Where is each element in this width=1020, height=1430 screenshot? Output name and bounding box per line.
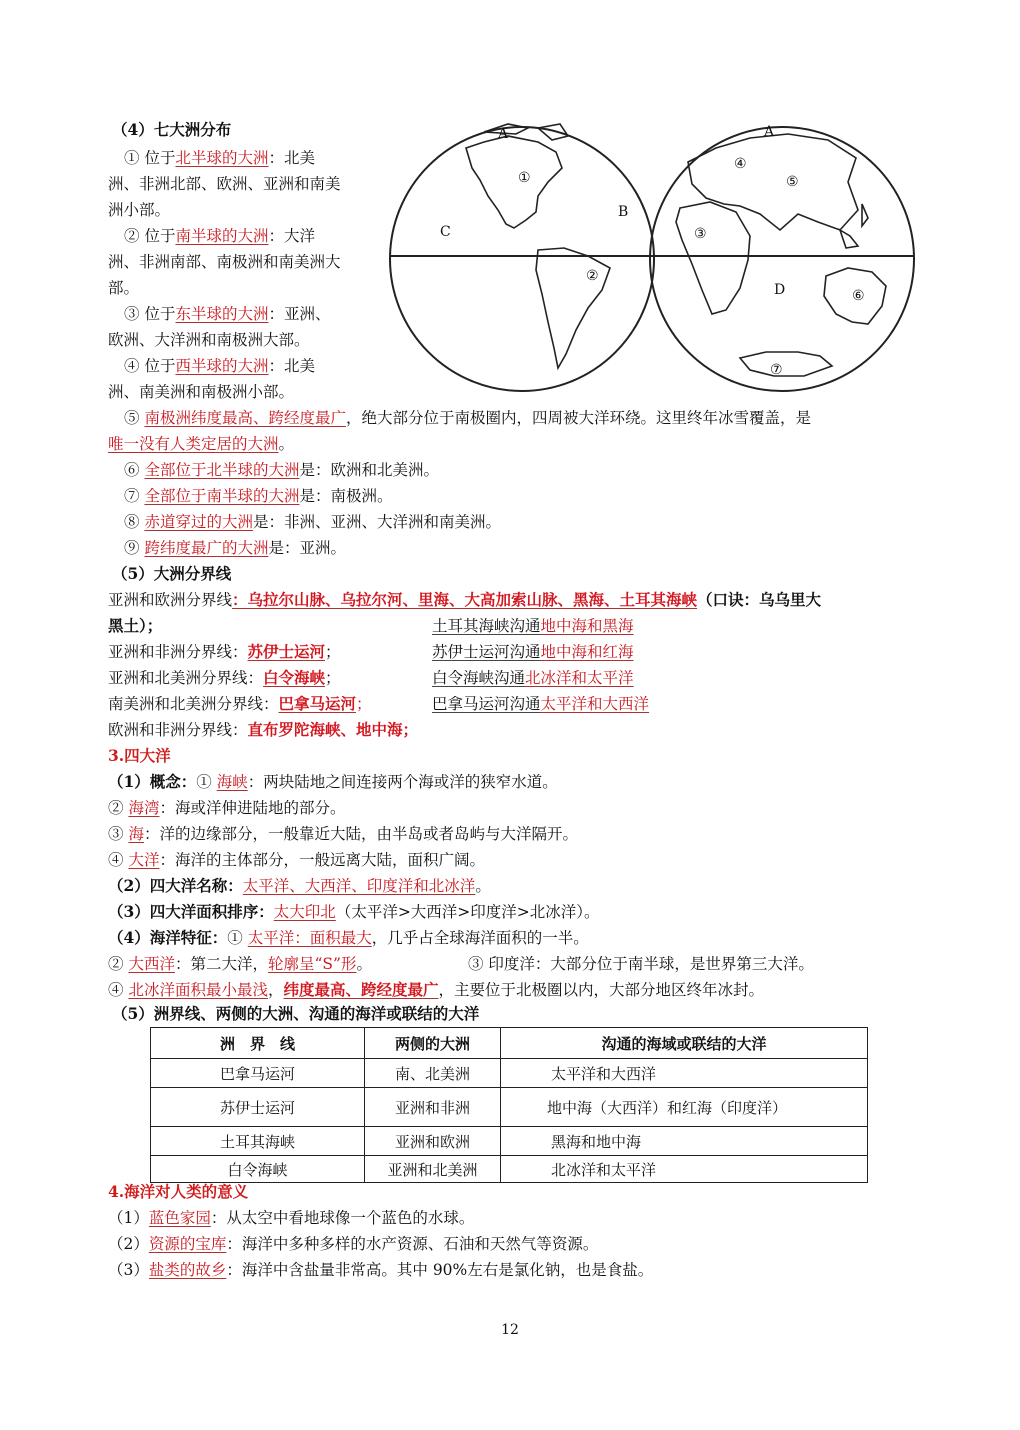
significance-2: （2）资源的宝库：海洋中多种多样的水产资源、石油和天然气等资源。	[108, 1235, 599, 1253]
item-3-line1: ③ 位于东半球的大洲：亚洲、	[124, 305, 331, 323]
item-9: ⑨ 跨纬度最广的大洲是：亚洲。	[124, 539, 346, 557]
item-7: ⑦ 全部位于南半球的大洲是：南极洲。	[124, 487, 393, 505]
table-cell: 太平洋和大西洋	[501, 1059, 868, 1088]
globe-label-1: ①	[518, 170, 531, 186]
globe-label-3: ③	[694, 226, 707, 242]
globe-label-5: ⑤	[786, 174, 799, 190]
connect-panama: 巴拿马运河沟通太平洋和大西洋	[432, 695, 650, 713]
table-heading: （5）洲界线、两侧的大洲、沟通的海洋或联结的大洋	[112, 1004, 480, 1023]
table-cell: 南、北美洲	[365, 1059, 501, 1088]
boundary-asia-namerica: 亚洲和北美洲分界线：白令海峡；	[108, 668, 341, 687]
boundary-asia-europe-cont: 黑土）；	[108, 616, 163, 635]
section-5-title: （5）大洲分界线	[112, 564, 232, 583]
item-1-line1: ① 位于北半球的大洲：北美	[124, 149, 315, 167]
globe-label-a-east: A	[764, 124, 775, 140]
page-number: 12	[501, 1322, 519, 1338]
table-header: 两侧的大洲	[365, 1028, 501, 1059]
section-oceans-title: 3.四大洋	[108, 746, 171, 765]
boundary-asia-africa: 亚洲和非洲分界线：苏伊士运河；	[108, 642, 341, 661]
item-4-line1: ④ 位于西半球的大洲：北美	[124, 357, 315, 375]
section-4-title: （4）七大洲分布	[112, 120, 232, 139]
ocean-features-atlantic: ② 大西洋：第二大洋，轮廓呈“S”形。	[108, 955, 372, 973]
globe-label-6: ⑥	[852, 288, 865, 304]
connect-turkish-straits: 土耳其海峡沟通地中海和黑海	[432, 617, 634, 635]
item-5-line2: 唯一没有人类定居的大洲。	[108, 435, 295, 453]
table-cell: 北冰洋和太平洋	[501, 1156, 868, 1183]
item-5-line1: ⑤ 南极洲纬度最高、跨经度最广，绝大部分位于南极圈内，四周被大洋环绕。这里终年冰雪覆盖，是	[124, 409, 811, 427]
table-header: 洲 界 线	[151, 1028, 365, 1059]
western-hemisphere-circle	[390, 127, 654, 391]
table-header: 沟通的海域或联结的大洋	[501, 1028, 868, 1059]
concept-sea: ③ 海：洋的边缘部分，一般靠近大陆，由半岛或者岛屿与大洋隔开。	[108, 825, 578, 843]
item-3-line2: 欧洲、大洋洲和南极洲大部。	[108, 331, 310, 349]
table-row	[151, 1156, 868, 1183]
boundary-table	[150, 1027, 868, 1183]
globe-label-d: D	[774, 282, 786, 298]
table-row	[151, 1127, 868, 1156]
table-header-row	[151, 1028, 868, 1059]
world-hemispheres-map	[388, 118, 918, 400]
connect-suez: 苏伊士运河沟通地中海和红海	[432, 643, 634, 661]
globe-label-2: ②	[586, 268, 599, 284]
significance-1: （1）蓝色家园：从太空中看地球像一个蓝色的水球。	[108, 1209, 475, 1227]
item-1-line3: 洲小部。	[108, 201, 171, 219]
connect-bering: 白令海峡沟通北冰洋和太平洋	[432, 669, 634, 687]
ocean-features-indian: ③ 印度洋：大部分位于南半球，是世界第三大洋。	[468, 955, 814, 973]
boundary-samerica-namerica: 南美洲和北美洲分界线：巴拿马运河；	[108, 694, 372, 713]
item-8: ⑧ 赤道穿过的大洲是：非洲、亚洲、大洋洲和南美洲。	[124, 513, 501, 531]
table-row	[151, 1059, 868, 1088]
boundary-asia-europe: 亚洲和欧洲分界线：乌拉尔山脉、乌拉尔河、里海、大高加索山脉、黑海、土耳其海峡（口诀：乌乌里大	[108, 590, 822, 609]
table-cell: 巴拿马运河	[151, 1059, 365, 1088]
table-cell: 地中海（大西洋）和红海（印度洋）	[501, 1088, 868, 1127]
item-2-line2: 洲、非洲南部、南极洲和南美洲大	[108, 253, 341, 271]
globe-label-4: ④	[734, 156, 747, 172]
ocean-features-pacific: （4）海洋特征：① 太平洋：面积最大，几乎占全球海洋面积的一半。	[108, 928, 589, 947]
table-cell: 黑海和地中海	[501, 1127, 868, 1156]
table-cell: 亚洲和北美洲	[365, 1156, 501, 1183]
section-significance-title: 4.海洋对人类的意义	[108, 1182, 249, 1201]
table-cell: 白令海峡	[151, 1156, 365, 1183]
globe-label-7: ⑦	[770, 362, 783, 378]
globe-label-b: B	[618, 204, 629, 220]
item-6: ⑥ 全部位于北半球的大洲是：欧洲和北美洲。	[124, 461, 439, 479]
item-2-line1: ② 位于南半球的大洲：大洋	[124, 227, 315, 245]
table-cell: 亚洲和非洲	[365, 1088, 501, 1127]
ocean-names: （2）四大洋名称：太平洋、大西洋、印度洋和北冰洋。	[108, 876, 491, 895]
item-2-line3: 部。	[108, 279, 140, 297]
globe-label-c: C	[440, 224, 451, 240]
concept-bay: ② 海湾：海或洋伸进陆地的部分。	[108, 799, 346, 817]
significance-3: （3）盐类的故乡：海洋中含盐量非常高。其中 90%左右是氯化钠，也是食盐。	[108, 1261, 654, 1279]
concept-strait: （1）概念：① 海峡：两块陆地之间连接两个海或洋的狭窄水道。	[108, 772, 558, 791]
item-1-line2: 洲、非洲北部、欧洲、亚洲和南美	[108, 175, 341, 193]
ocean-features-arctic: ④ 北冰洋面积最小最浅，纬度最高、跨经度最广，主要位于北极圈以内，大部分地区终年冰封。	[108, 980, 765, 999]
table-row	[151, 1088, 868, 1127]
boundary-europe-africa: 欧洲和非洲分界线：直布罗陀海峡、地中海；	[108, 720, 419, 739]
table-cell: 土耳其海峡	[151, 1127, 365, 1156]
ocean-area-order: （3）四大洋面积排序：太大印北（太平洋>大西洋>印度洋>北冰洋）。	[108, 902, 600, 921]
concept-ocean: ④ 大洋：海洋的主体部分，一般远离大陆，面积广阔。	[108, 851, 485, 869]
table-cell: 亚洲和欧洲	[365, 1127, 501, 1156]
globe-label-a-west: A	[498, 126, 509, 142]
item-4-line2: 洲、南美洲和南极洲小部。	[108, 383, 295, 401]
table-cell: 苏伊士运河	[151, 1088, 365, 1127]
